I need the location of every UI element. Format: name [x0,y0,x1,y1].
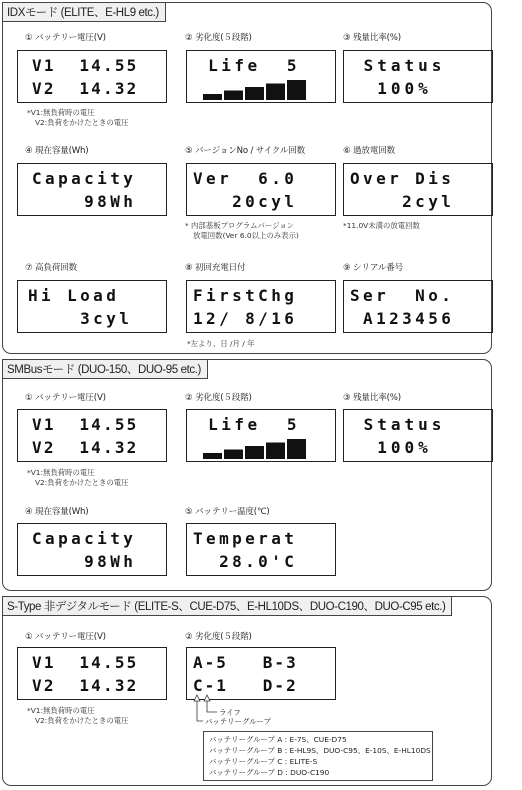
life-bar [203,453,222,459]
lcd-display [17,163,167,216]
life-bar [203,94,222,100]
lcd-line-1: V1 14.55 [32,653,139,672]
cell-label: ① バッテリー電圧(V) [25,33,106,43]
section-title: SMBusモード (DUO-150、DUO-95 etc.) [2,359,208,379]
lcd-line-1: Status [350,415,446,434]
legend-item: バッテリーグループ B : E-HL9S、DUO-C95、E-10S、E-HL10DS [209,746,431,755]
note: *V1:無負荷時の電圧 V2:負荷をかけたときの電圧 [27,108,129,127]
life-bars [203,80,309,100]
lcd-line-1: FirstChg [193,286,298,305]
note: *左より、日 /月 / 年 [187,339,255,348]
cell-label: ② 劣化度(５段階) [185,632,252,642]
cell-label: ③ 残量比率(%) [343,33,401,43]
legend-item: バッテリーグループ D : DUO-C190 [209,768,330,777]
life-bar [224,450,243,460]
cell-label: ④ 現在容量(Wh) [25,146,89,156]
lcd-line-2: 98Wh [32,192,137,211]
cell-label: ① バッテリー電圧(V) [25,393,106,403]
lcd-line-2: V2 14.32 [32,79,139,98]
lcd-line-1: Capacity [32,169,137,188]
lcd-line-2: C-1 D-2 [193,676,298,695]
lcd-line-1: Capacity [32,529,137,548]
cell-label: ⑨ シリアル番号 [343,263,404,273]
lcd-line-2: 2cyl [350,192,455,211]
lcd-line-1: A-5 B-3 [193,653,298,672]
cell-label: ⑦ 高負荷回数 [25,263,78,273]
life-bar [287,439,306,459]
lcd-line-1: Over Dis [350,169,455,188]
note: *11.0V未満の放電回数 [343,221,420,230]
lcd-display [186,409,336,462]
cell-label: ⑧ 初回充電日付 [185,263,246,273]
lcd-display [186,523,336,576]
lcd-display [17,50,167,103]
lcd-display [186,280,336,333]
lcd-line-2: 12/ 8/16 [193,309,298,328]
section-smbus [2,359,492,591]
life-bar [287,80,306,100]
lcd-line-2: 3cyl [28,309,133,328]
cell-label: ② 劣化度(５段階) [185,33,252,43]
cell-label: ⑤ バージョンNo / サイクル回数 [185,146,306,156]
lcd-line-1: Ver 6.0 [193,169,298,188]
cell-label: ③ 残量比率(%) [343,393,401,403]
life-bars [203,439,309,459]
cell-label: ⑥ 過放電回数 [343,146,396,156]
lcd-line-2: A123456 [350,309,455,328]
lcd-display [17,409,167,462]
lcd-line-2: V2 14.32 [32,438,139,457]
life-bar [245,446,264,459]
lcd-line-1: Ser No. [350,286,455,305]
lcd-display [186,50,336,103]
cell-label: ① バッテリー電圧(V) [25,632,106,642]
annotation-life: ライフ [219,708,241,717]
lcd-display [343,280,493,333]
section-idx [2,2,492,354]
lcd-line-1: V1 14.55 [32,415,139,434]
note: *V1:無負荷時の電圧 V2:負荷をかけたときの電圧 [27,468,129,487]
legend-item: バッテリーグループ A : E-7S、CUE-D75 [209,735,347,744]
lcd-line-1: Hi Load [28,286,120,305]
battery-group-legend [203,731,433,781]
section-title: S-Type 非デジタルモード (ELITE-S、CUE-D75、E-HL10DS、DUO-C190、DUO-C95 etc.) [2,596,452,616]
lcd-line-2: 28.0'C [193,552,298,571]
lcd-line-2: 100% [350,79,432,98]
lcd-display [17,280,167,333]
lcd-display [343,50,493,103]
lcd-line-2: 20cyl [193,192,298,211]
lcd-display [343,409,493,462]
life-bar [245,87,264,100]
section-stype [2,596,492,786]
section-title: IDXモード (ELITE、E-HL9 etc.) [2,2,166,22]
lcd-line-1: V1 14.55 [32,56,139,75]
lcd-display [17,523,167,576]
lcd-line-1: Life 5 [195,415,301,434]
lcd-line-2: 98Wh [32,552,137,571]
lcd-line-1: Life 5 [195,56,301,75]
annotation-group: バッテリーグループ [205,717,271,726]
lcd-line-1: Status [350,56,446,75]
lcd-display [186,163,336,216]
lcd-line-2: 100% [350,438,432,457]
lcd-line-2: V2 14.32 [32,676,139,695]
lcd-line-1: Temperat [193,529,298,548]
life-bar [266,443,285,460]
cell-label: ④ 現在容量(Wh) [25,507,89,517]
note: *V1:無負荷時の電圧 V2:負荷をかけたときの電圧 [27,706,129,725]
life-bar [266,84,285,101]
lcd-display [343,163,493,216]
note: * 内部基板プログラムバージョン 放電回数(Ver 6.0以上のみ表示) [185,221,299,240]
cell-label: ⑤ バッテリー温度(℃) [185,507,270,517]
cell-label: ② 劣化度(５段階) [185,393,252,403]
life-bar [224,91,243,101]
legend-item: バッテリーグループ C : ELITE-S [209,757,318,766]
